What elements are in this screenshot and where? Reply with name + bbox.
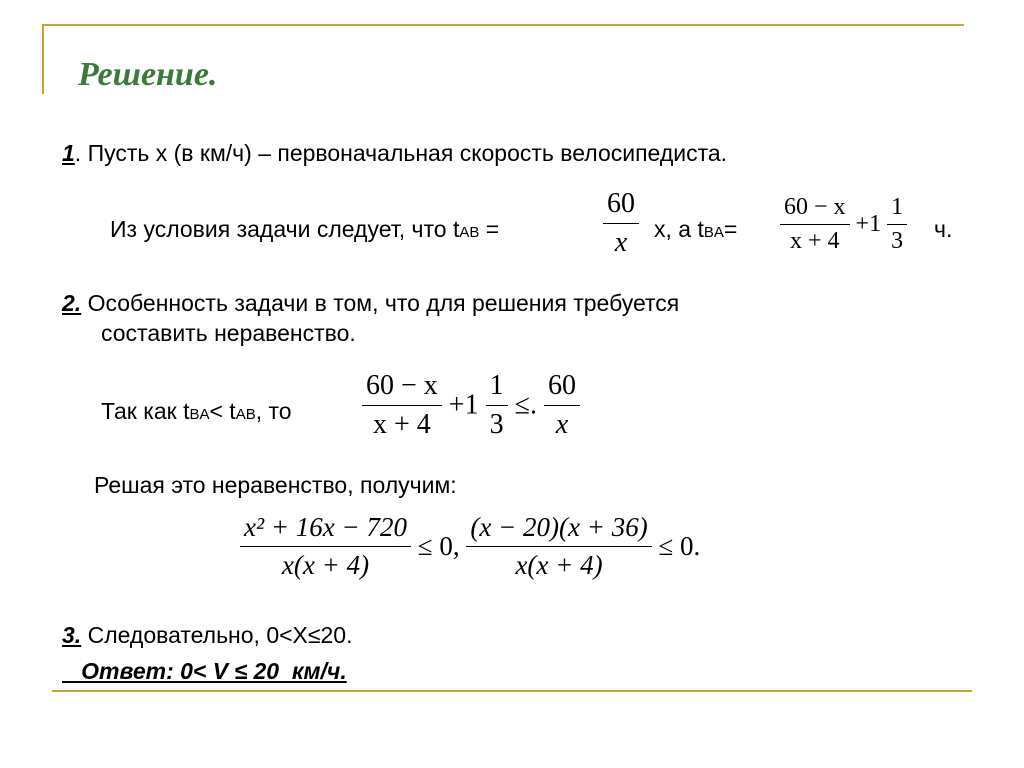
tba-numerator: 60 − x (780, 194, 850, 225)
since-text (101, 398, 292, 425)
result-relation-1: ≤ 0, (417, 531, 460, 561)
step3-number: 3. (62, 622, 82, 648)
mixed-denominator: 3 (891, 228, 904, 254)
step3-line (62, 622, 353, 649)
top-rule (42, 24, 964, 26)
ineq-numerator-2: 60 (544, 370, 580, 406)
bottom-rule (52, 690, 972, 692)
ineq-denominator-2: x (555, 409, 569, 440)
tba-fraction (780, 194, 850, 255)
answer-line: Ответ: 0< V ≤ 20 км/ч. (62, 658, 347, 684)
since-label: Так как t (101, 398, 190, 424)
ineq-denominator-1: x + 4 (373, 409, 431, 440)
less-than: < t (209, 398, 236, 424)
step1-condition-text (110, 216, 499, 243)
tba-formula (780, 194, 907, 255)
condition-text: Из условия задачи следует, что t (110, 216, 460, 242)
slide-title: Решение. (78, 56, 218, 93)
ineq-mixed-denominator: 3 (489, 409, 504, 440)
result-numerator-2: (x − 20)(x + 36) (466, 512, 651, 547)
left-rule (42, 24, 44, 94)
plus-one: +1 (855, 211, 882, 237)
ineq-leq: ≤. (514, 389, 537, 421)
unit-and-tba: х, а t (654, 216, 704, 242)
sub-ba-2: BA (189, 406, 210, 423)
step1-text: . Пусть x (в км/ч) – первоначальная скорость велосипедиста. (74, 140, 728, 166)
ineq-numerator-1: 60 − x (362, 370, 442, 406)
sub-ba: BA (703, 224, 724, 241)
result-denominator-1: x(x + 4) (281, 550, 370, 580)
result-relation-2: ≤ 0. (658, 531, 701, 561)
step1-number: 1 (62, 140, 75, 166)
step3-text: Следовательно, 0<X≤20. (81, 622, 353, 648)
result-fraction-2 (466, 512, 651, 581)
tab-formula (603, 188, 639, 259)
equals-sign-2: = (723, 216, 738, 242)
tab-denominator: x (614, 227, 628, 258)
mixed-fraction (887, 194, 907, 255)
then-label: , то (255, 398, 292, 424)
sub-ab-2: AB (235, 406, 256, 423)
result-fraction-1 (240, 512, 411, 581)
tba-denominator: x + 4 (790, 228, 840, 254)
result-formula (240, 512, 700, 581)
step1-line (62, 140, 727, 167)
unit-hours: ч. (934, 216, 953, 242)
step2-line1 (62, 290, 679, 317)
mixed-numerator: 1 (887, 194, 907, 225)
solving-text: Решая это неравенство, получим: (94, 472, 457, 498)
step2-text-1: Особенность задачи в том, что для решения требуется (81, 290, 680, 316)
equals-sign: = (479, 216, 500, 242)
ineq-fraction-1 (362, 370, 442, 441)
inequality-formula (362, 370, 580, 441)
tab-numerator: 60 (603, 188, 639, 224)
tba-label (654, 216, 737, 243)
sub-ab: AB (459, 224, 480, 241)
ineq-mixed-fraction (486, 370, 508, 441)
tab-fraction (603, 188, 639, 259)
ineq-mixed-numerator: 1 (486, 370, 508, 406)
ineq-fraction-2 (544, 370, 580, 441)
result-denominator-2: x(x + 4) (515, 550, 603, 580)
result-numerator-1: x² + 16x − 720 (240, 512, 411, 547)
ineq-plus-one: +1 (448, 389, 479, 421)
step2-number: 2. (62, 290, 82, 316)
step2-line2: составить неравенство. (101, 320, 356, 346)
